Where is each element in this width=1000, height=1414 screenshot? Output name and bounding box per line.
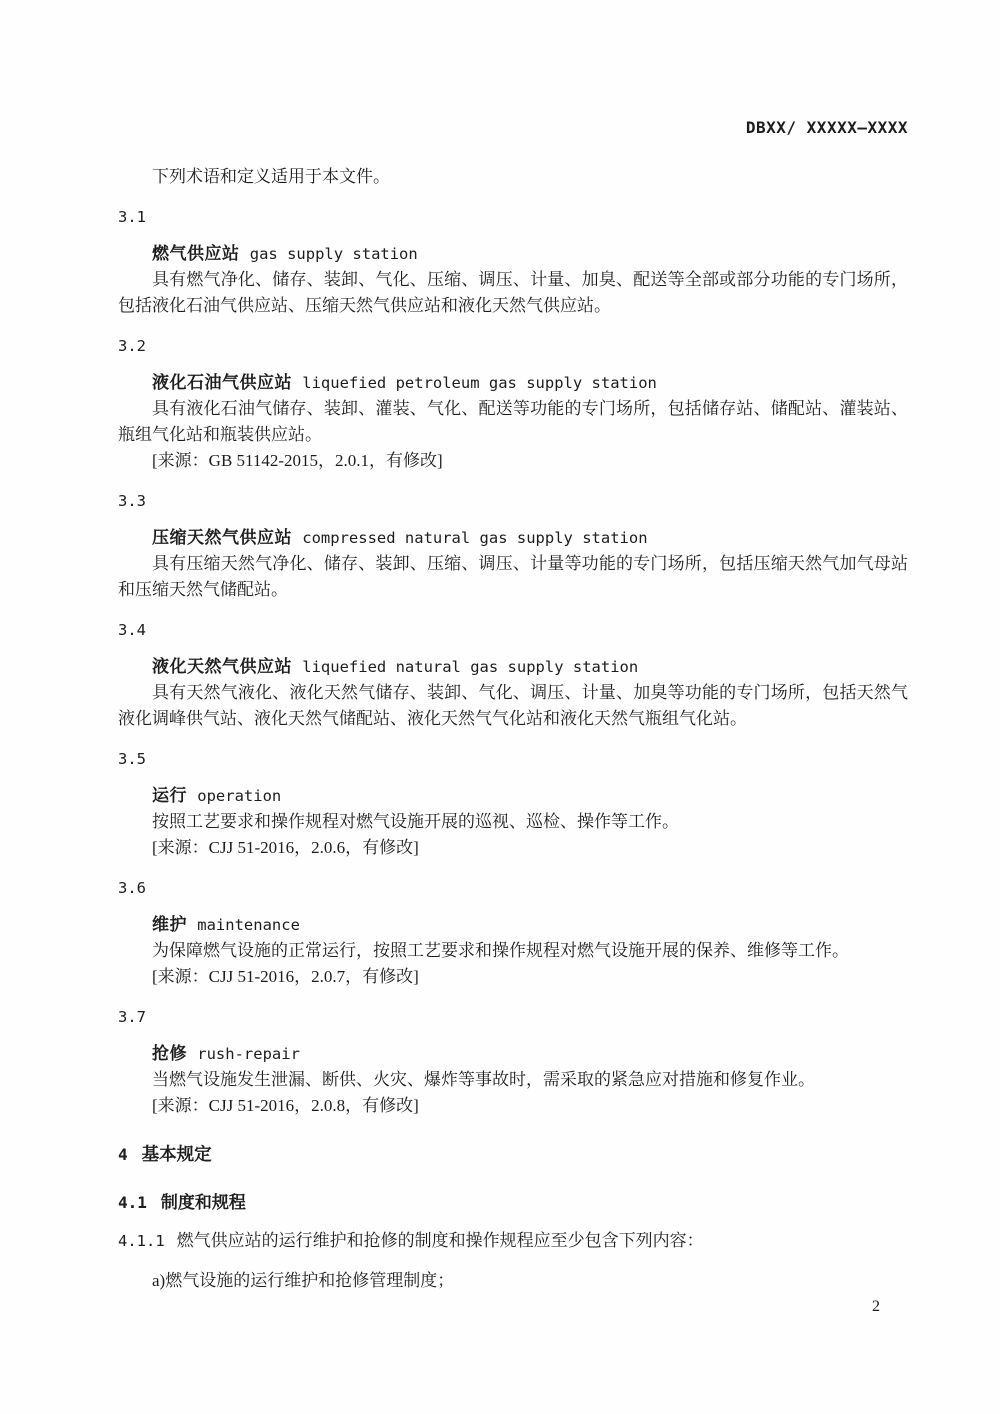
term-source: [来源：CJJ 51-2016，2.0.7，有修改] — [152, 967, 419, 986]
term-name-zh: 压缩天然气供应站 — [152, 528, 292, 547]
page-number: 2 — [872, 1298, 880, 1315]
term-name-en: rush-repair — [197, 1045, 300, 1063]
term-name-en: gas supply station — [249, 245, 418, 263]
term-name-en: operation — [197, 787, 282, 805]
clause-4-1-1 — [118, 1228, 908, 1254]
term-section-3-1 — [118, 204, 908, 319]
term-definition: 具有液化石油气储存、装卸、灌装、气化、配送等功能的专门场所，包括储存站、储配站、灌装站、瓶组气化站和瓶装供应站。 — [118, 399, 908, 444]
term-number: 3.1 — [118, 208, 146, 226]
clause-number: 4.1.1 — [118, 1232, 165, 1250]
term-section-3-3 — [118, 488, 908, 603]
term-number: 3.6 — [118, 879, 146, 897]
term-section-3-6 — [118, 875, 908, 990]
term-name-zh: 维护 — [152, 915, 187, 934]
term-heading — [118, 370, 908, 396]
term-name-zh: 液化天然气供应站 — [152, 657, 292, 676]
term-number: 3.4 — [118, 621, 146, 639]
term-definition: 按照工艺要求和操作规程对燃气设施开展的巡视、巡检、操作等工作。 — [152, 812, 679, 831]
term-name-zh: 燃气供应站 — [152, 244, 240, 263]
term-section-3-7 — [118, 1004, 908, 1119]
term-number: 3.2 — [118, 337, 146, 355]
term-name-zh: 液化石油气供应站 — [152, 373, 292, 392]
chapter-heading — [118, 1141, 908, 1168]
term-name-en: maintenance — [197, 916, 300, 934]
term-name-en: compressed natural gas supply station — [302, 529, 648, 547]
section-title: 制度和规程 — [160, 1193, 246, 1212]
term-source: [来源：CJJ 51-2016，2.0.8，有修改] — [152, 1096, 419, 1115]
term-source: [来源：GB 51142-2015，2.0.1，有修改] — [152, 451, 443, 470]
term-source: [来源：CJJ 51-2016，2.0.6，有修改] — [152, 838, 419, 857]
term-definition: 当燃气设施发生泄漏、断供、火灾、爆炸等事故时，需采取的紧急应对措施和修复作业。 — [152, 1070, 815, 1089]
term-number: 3.7 — [118, 1008, 146, 1026]
list-item-a: a)燃气设施的运行维护和抢修管理制度； — [152, 1271, 455, 1290]
term-heading — [118, 241, 908, 267]
term-number: 3.3 — [118, 492, 146, 510]
term-name-en: liquefied petroleum gas supply station — [302, 374, 657, 392]
term-section-3-5 — [118, 746, 908, 861]
term-name-zh: 运行 — [152, 786, 187, 805]
term-name-zh: 抢修 — [152, 1044, 187, 1063]
term-number: 3.5 — [118, 750, 146, 768]
term-definition: 为保障燃气设施的正常运行，按照工艺要求和操作规程对燃气设施开展的保养、维修等工作。 — [152, 941, 849, 960]
section-heading — [118, 1190, 908, 1216]
term-section-3-4 — [118, 617, 908, 732]
term-definition: 具有燃气净化、储存、装卸、气化、压缩、调压、计量、加臭、配送等全部或部分功能的专门场所，包括液化石油气供应站、压缩天然气供应站和液化天然气供应站。 — [118, 270, 908, 315]
chapter-title: 基本规定 — [141, 1144, 212, 1164]
term-definition: 具有天然气液化、液化天然气储存、装卸、气化、调压、计量、加臭等功能的专门场所，包括天然气液化调峰供气站、液化天然气储配站、液化天然气气化站和液化天然气瓶组气化站。 — [118, 683, 908, 728]
term-heading — [118, 783, 908, 809]
chapter-number: 4 — [118, 1145, 128, 1164]
term-definition: 具有压缩天然气净化、储存、装卸、压缩、调压、计量等功能的专门场所，包括压缩天然气加气母站和压缩天然气储配站。 — [118, 554, 908, 599]
term-heading — [118, 912, 908, 938]
term-heading — [118, 525, 908, 551]
clause-text: 燃气供应站的运行维护和抢修的制度和操作规程应至少包含下列内容： — [176, 1231, 704, 1250]
term-section-3-2 — [118, 333, 908, 474]
terms-intro-paragraph: 下列术语和定义适用于本文件。 — [152, 167, 390, 186]
term-heading — [118, 1041, 908, 1067]
doc-code-header: DBXX/ XXXXX—XXXX — [745, 118, 908, 137]
term-name-en: liquefied natural gas supply station — [302, 658, 639, 676]
section-number: 4.1 — [118, 1193, 147, 1212]
term-heading — [118, 654, 908, 680]
